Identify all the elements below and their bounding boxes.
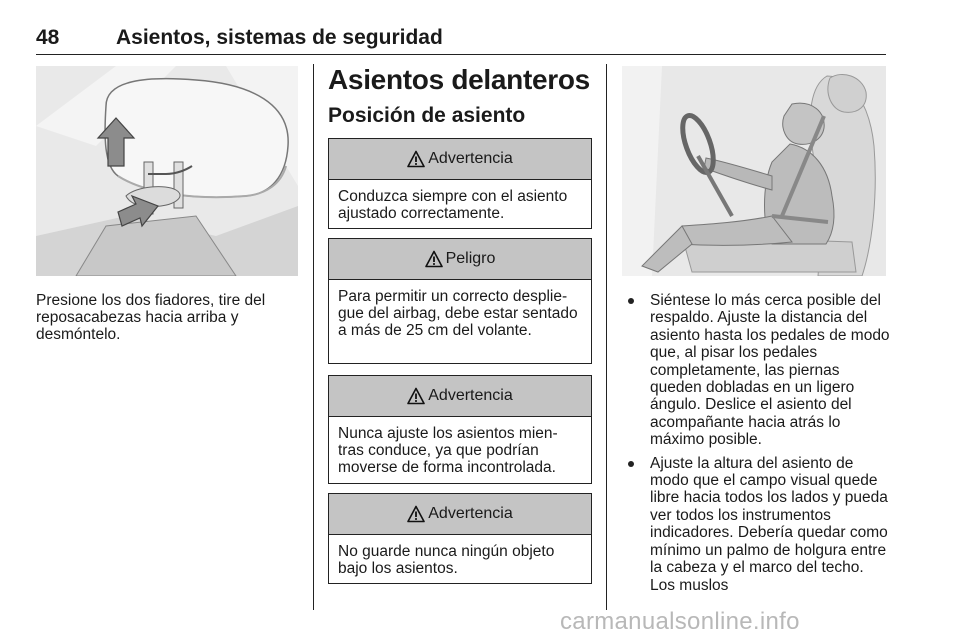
list-item-text: Siéntese lo más cerca posible del respaldo. Ajuste la distancia del asiento hasta los pedales de modo que, al pisar los pedales completamente, las piernas queden dobladas en un ligero ángulo. Deslice el asiento del acompañante hacia atrás lo máximo posible. (650, 292, 890, 449)
warning-box-text: Nunca ajuste los asientos mien-tras conduce, ya que podrían moverse de forma incontrolada. (338, 425, 558, 476)
warning-triangle-icon (407, 150, 425, 168)
seating-instructions-list (622, 292, 892, 600)
bullet-icon (628, 298, 634, 304)
warning-box-text: Conduzca siempre con el asiento ajustado correctamente. (338, 188, 568, 222)
danger-box-text: Para permitir un correcto desplie-gue del airbag, debe estar sentado a más de 25 cm del volante. (338, 288, 578, 339)
warning-triangle-icon (407, 387, 425, 405)
list-item (622, 455, 892, 594)
warning-box-header (329, 494, 591, 535)
warning-box (328, 375, 592, 484)
watermark: carmanualsonline.info (560, 608, 800, 635)
headrest-removal-icon (36, 66, 298, 276)
headrest-instruction: Presione los dos fiadores, tire del reposacabezas hacia arriba y desmóntelo. (36, 292, 266, 343)
section-heading: Asientos delanteros (328, 64, 590, 95)
page-title: Asientos, sistemas de seguridad (116, 26, 443, 49)
page-header (36, 26, 886, 55)
warning-triangle-icon (407, 505, 425, 523)
headrest-illustration (36, 66, 298, 276)
warning-box-text: No guarde nunca ningún objeto bajo los asientos. (338, 543, 555, 577)
column-divider-left (313, 64, 314, 610)
warning-box-header (329, 139, 591, 180)
warning-box (328, 493, 592, 584)
list-item-text: Ajuste la altura del asiento de modo que el campo visual quede libre hacia todos los lados y pueda ver todos los instrumentos indicadores. Debería quedar como mínimo un palmo de holgura entre la cabeza y el marco del techo. Los muslos (650, 454, 888, 594)
warning-triangle-icon (425, 250, 443, 268)
section-subheading: Posición de asiento (328, 104, 526, 127)
column-divider-right (606, 64, 607, 610)
driver-seating-icon (622, 66, 886, 276)
page-number: 48 (36, 26, 60, 49)
list-item (622, 292, 892, 449)
warning-box-header (329, 376, 591, 417)
danger-box (328, 238, 592, 364)
warning-box-title: Advertencia (428, 387, 513, 404)
bullet-icon (628, 461, 634, 467)
seating-position-illustration (622, 66, 886, 276)
warning-box-title: Advertencia (428, 505, 513, 522)
warning-box (328, 138, 592, 229)
danger-box-title: Peligro (445, 250, 496, 267)
danger-box-header (329, 239, 591, 280)
warning-box-title: Advertencia (428, 150, 513, 167)
